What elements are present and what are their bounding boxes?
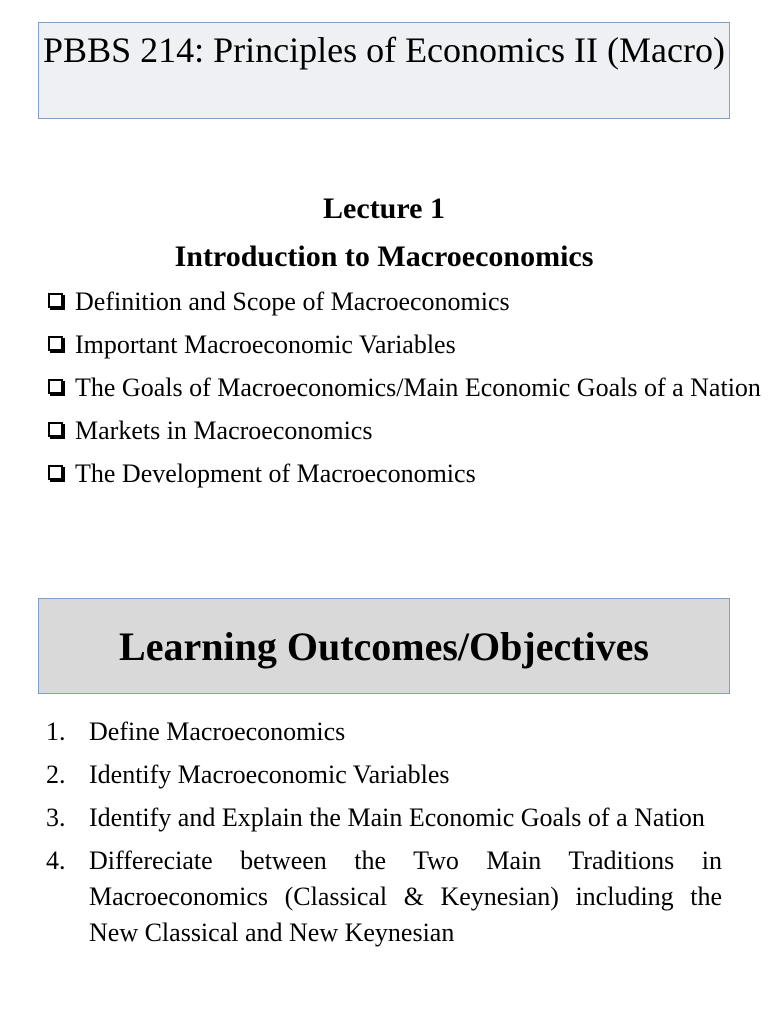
topic-item: [46, 370, 762, 406]
topic-text: Important Macroeconomic Variables: [75, 330, 456, 359]
topic-item: [46, 413, 762, 449]
topic-text: The Goals of Macroeconomics/Main Economic Goals of a Nation: [75, 373, 761, 402]
course-title-box: [38, 22, 730, 119]
outcome-number: 3.: [46, 803, 66, 832]
topic-item: [46, 284, 762, 320]
topic-text: Definition and Scope of Macroeconomics: [75, 287, 510, 316]
topic-item: [46, 327, 762, 363]
outcome-item: [46, 843, 722, 951]
outcome-text: Define Macroeconomics: [89, 717, 346, 746]
outcome-number: 2.: [46, 760, 66, 789]
outcome-number: 1.: [46, 717, 66, 746]
topic-item: [46, 456, 762, 492]
checkbox-bullet-icon: [48, 422, 63, 437]
topic-list: [46, 284, 762, 499]
outcome-item: [46, 757, 722, 793]
course-title: PBBS 214: Principles of Economics II (Macro): [43, 30, 725, 70]
outcome-number: 4.: [46, 846, 66, 875]
outcome-item: [46, 800, 722, 836]
outcomes-heading-box: [38, 598, 730, 694]
outcome-item: [46, 714, 722, 750]
outcomes-list: [46, 714, 722, 958]
outcome-text: Identify and Explain the Main Economic Goals of a Nation: [89, 803, 705, 832]
outcome-text: Differeciate between the Two Main Traditions in Macroeconomics (Classical & Keynesian) including the New Classical and New Keynesian: [89, 846, 722, 947]
lecture-title: Introduction to Macroeconomics: [174, 240, 594, 273]
outcome-text: Identify Macroeconomic Variables: [89, 760, 450, 789]
lecture-number: Lecture 1: [323, 192, 445, 225]
checkbox-bullet-icon: [48, 293, 63, 308]
outcomes-heading: Learning Outcomes/Objectives: [119, 624, 649, 669]
topic-text: The Development of Macroeconomics: [75, 459, 476, 488]
topic-text: Markets in Macroeconomics: [75, 416, 373, 445]
checkbox-bullet-icon: [48, 336, 63, 351]
checkbox-bullet-icon: [48, 379, 63, 394]
checkbox-bullet-icon: [48, 465, 63, 480]
